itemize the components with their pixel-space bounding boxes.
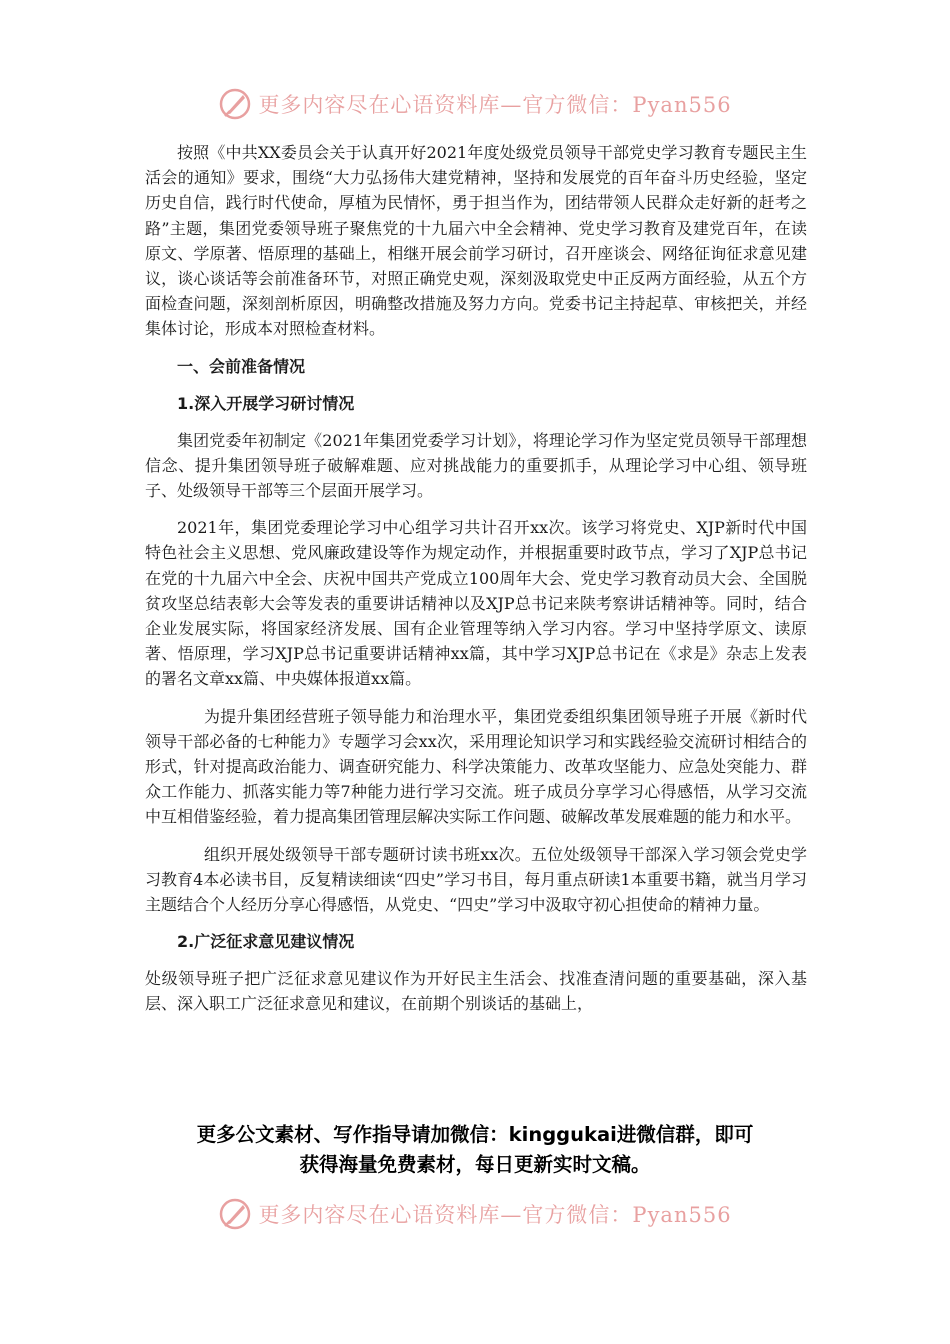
quill-logo-icon (218, 1197, 252, 1231)
body-paragraph: 为提升集团经营班子领导能力和治理水平，集团党委组织集团领导班子开展《新时代领导干部必备的七种能力》专题学习会xx次，采用理论知识学习和实践经验交流研讨相结合的形式，针对提高政治能力、调查研究能力、科学决策能力、改革攻坚能力、应急处突能力、群众工作能力、抓落实能力等7种能力进行学习交流。班子成员分享学习心得感悟，从学习交流中互相借鉴经验，着力提高集团管理层解决实际工作问题、破解改革发展难题的能力和水平。 (145, 706, 807, 827)
watermark-text: 更多内容尽在心语资料库—官方微信：Pyan556 (258, 93, 732, 117)
watermark-header (0, 84, 950, 124)
body-paragraph: 2021年，集团党委理论学习中心组学习共计召开xx次。该学习将党史、XJP新时代中国特色社会主义思想、党风廉政建设等作为规定动作，并根据重要时政节点，学习了XJP总书记在党的十九届六中全会、庆祝中国共产党成立100周年大会、党史学习教育动员大会、全国脱贫攻坚总结表彰大会等发表的重要讲话精神以及XJP总书记来陕考察讲话精神等。同时，结合企业发展实际，将国家经济发展、国有企业管理等纳入学习内容。学习中坚持学原文、读原著、悟原理，学习XJP总书记重要讲话精神xx篇，其中学习XJP总书记在《求是》杂志上发表的署名文章xx篇、中央媒体报道xx篇。 (145, 518, 807, 689)
intro-paragraph: 按照《中共XX委员会关于认真开好2021年度处级党员领导干部党史学习教育专题民主生活会的通知》要求，围绕“大力弘扬伟大建党精神，坚持和发展党的百年奋斗历史经验，坚定历史自信，践行时代使命，厚植为民情怀，勇于担当作为，团结带领人民群众走好新的赶考之路”主题，集团党委领导班子聚焦党的十九届六中全会精神、党史学习教育及建党百年，在读原文、学原著、悟原理的基础上，相继开展会前学习研讨，召开座谈会、网络征询征求意见建议，谈心谈话等会前准备环节，对照正确党史观，深刻汲取党史中正反两方面经验，从五个方面检查问题，深刻剖析原因，明确整改措施及努力方向。党委书记主持起草、审核把关，并经集体讨论，形成本对照检查材料。 (145, 143, 807, 339)
section-heading: 一、会前准备情况 (177, 356, 306, 376)
body-paragraph: 处级领导班子把广泛征求意见建议作为开好民主生活会、找准查清问题的重要基础，深入基层、深入职工广泛征求意见和建议，在前期个别谈话的基础上， (145, 969, 807, 1014)
body-paragraph: 集团党委年初制定《2021年集团党委学习计划》，将理论学习作为坚定党员领导干部理想信念、提升集团领导班子破解难题、应对挑战能力的重要抓手，从理论学习中心组、领导班子、处级领导干部等三个层面开展学习。 (145, 430, 807, 501)
subsection-heading: 1.深入开展学习研讨情况 (177, 393, 355, 413)
quill-logo-icon (218, 87, 252, 121)
promo-line: 更多公文素材、写作指导请加微信：kinggukai进微信群，即可 (196, 1123, 754, 1146)
body-paragraph: 组织开展处级领导干部专题研讨读书班xx次。五位处级领导干部深入学习领会党史学习教育4本必读书目，反复精读细读“四史”学习书目，每月重点研读1本重要书籍，就当月学习主题结合个人经历分享心得感悟，从党史、“四史”学习中汲取守初心担使命的精神力量。 (145, 844, 807, 915)
promo-line: 获得海量免费素材，每日更新实时文稿。 (299, 1153, 651, 1176)
watermark-text: 更多内容尽在心语资料库—官方微信：Pyan556 (258, 1203, 732, 1227)
promo-notice (0, 1120, 950, 1180)
watermark-footer (0, 1194, 950, 1234)
subsection-heading: 2.广泛征求意见建议情况 (177, 932, 355, 952)
document-body (145, 140, 807, 1029)
